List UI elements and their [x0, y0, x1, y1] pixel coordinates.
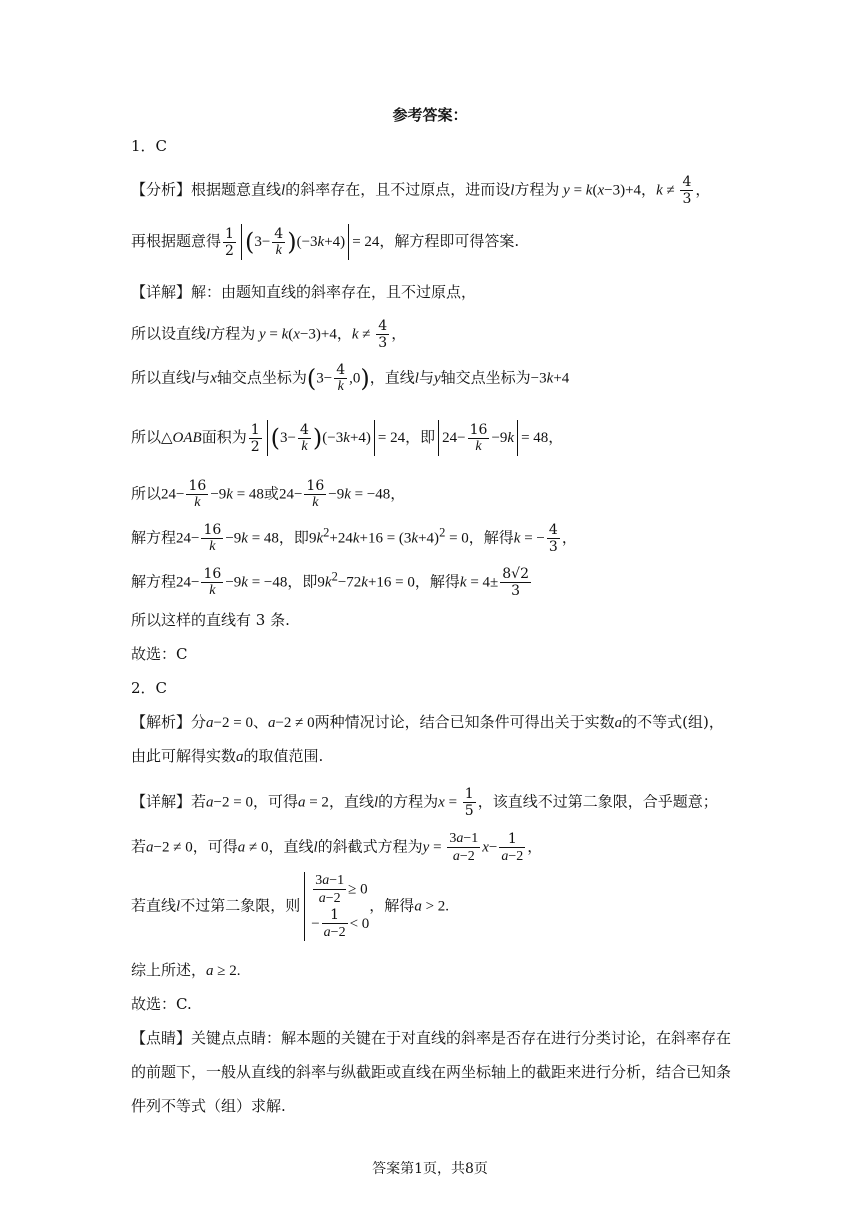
q2-summary: 综上所述，a ≥ 2.: [131, 961, 241, 979]
q1-conclusion: 所以这样的直线有 3 条.: [131, 611, 290, 629]
q1-analysis-line2: 再根据题意得 $\frac{1}{2}$ (3− $\frac{4}{k}$ )(−3k+4) = 24，解方程即可得答案.: [131, 225, 520, 259]
q1-detail-line2: 所以设直线l方程为 y = k(x−3)+4，k ≠ $\frac{4}{3}$ ，: [131, 318, 407, 351]
page-title: 参考答案：: [392, 106, 468, 124]
q1-detail-line4: 所以△OAB面积为 $\frac{1}{2}$ (3− $\frac{4}{k}$ )(−3k+4) = 24，即 24− $\frac{16}{k}$ −9k = 48，: [131, 421, 564, 455]
q2-analysis-line2: 由此可解得实数a的取值范围.: [131, 747, 324, 765]
q1-label: 1．C: [131, 137, 168, 155]
q2-analysis-line1: 【解析】分a−2 = 0、a−2 ≠ 0两种情况讨论，结合已知条件可得出关于实数a的不等式(组)，: [131, 713, 724, 731]
q1-choice: 故选：C: [131, 645, 188, 663]
q2-detail-line1: 【详解】若a−2 = 0，可得a = 2，直线l的方程为x = $\frac{1}{5}$ ，该直线不过第二象限，合乎题意；: [131, 786, 718, 819]
q2-detail-line3: 若直线l不过第二象限，则 $\frac{3a-1}{a-2}$ ≥ 0 − $\frac{1}{a-2}$ < 0 ，解得a > 2.: [131, 873, 450, 940]
q1-detail-line6: 解方程24− $\frac{16}{k}$ −9k = 48，即$9k^2+24k+16 = (3k+4)^2 = 0$，解得k = − $\frac{4}{3}$ ，: [131, 522, 577, 555]
q2-comment-line3: 件列不等式（组）求解.: [131, 1097, 286, 1115]
q2-comment-line1: 【点睛】关键点点睛：解本题的关键在于对直线的斜率是否存在进行分类讨论，在斜率存在: [131, 1029, 732, 1047]
q2-comment-line2: 的前题下，一般从直线的斜率与纵截距或直线在两坐标轴上的截距来进行分析，结合已知条: [131, 1063, 732, 1081]
q1-analysis-line1: 【分析】根据题意直线l的斜率存在，且不过原点，进而设l方程为 y = k(x−3)+4，k ≠ $\frac{4}{3}$ ，: [131, 174, 711, 207]
q2-detail-line2: 若a−2 ≠ 0，可得a ≠ 0，直线l的斜截式方程为y = $\frac{3a-1}{a-2}$ x− $\frac{1}{a-2}$ ，: [131, 830, 543, 864]
q1-detail-line1: 【详解】解：由题知直线的斜率存在，且不过原点，: [131, 283, 477, 301]
q1-detail-line5: 所以24− $\frac{16}{k}$ −9k = 48或24− $\frac{16}{k}$ −9k = −48，: [131, 478, 406, 510]
inequality-system: $\frac{3a-1}{a-2}$ ≥ 0 − $\frac{1}{a-2}$ < 0: [304, 872, 369, 941]
q1-detail-line3: 所以直线l与x轴交点坐标为(3− $\frac{4}{k}$ ,0)，直线l与y轴交点坐标为−3k+4: [131, 362, 570, 394]
q1-detail-line7: 解方程24− $\frac{16}{k}$ −9k = −48，即$9k^2-72k+16 = 0$，解得k = 4± $\frac{8√2}{3}$: [131, 566, 530, 599]
page-footer: 答案第1页，共8页: [372, 1161, 488, 1177]
q2-label: 2．C: [131, 679, 168, 697]
q2-choice: 故选：C.: [131, 995, 192, 1013]
